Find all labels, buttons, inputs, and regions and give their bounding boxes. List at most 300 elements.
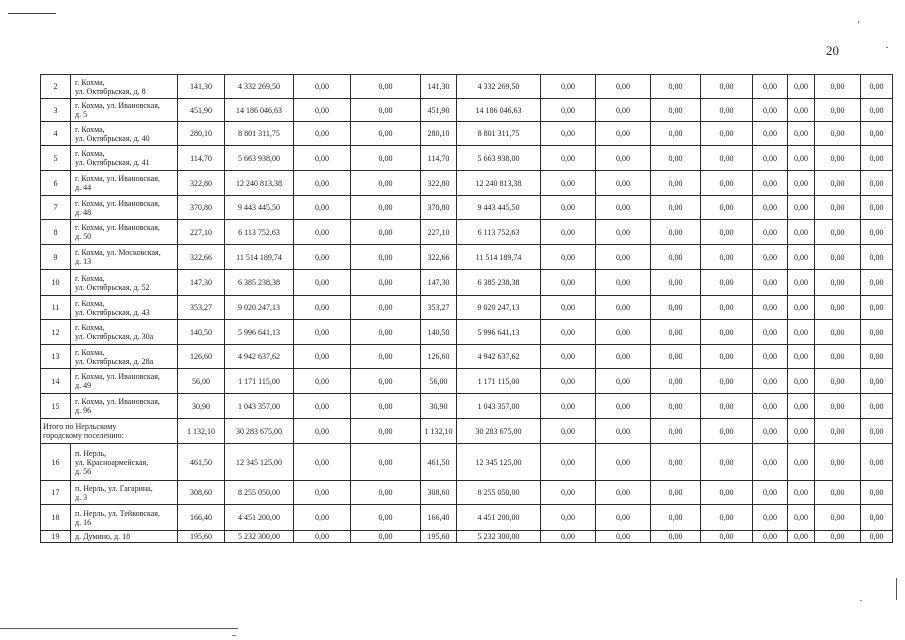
value-cell: 0,00 (351, 320, 421, 345)
address-line: ул. Октябрьская, д. 28а (75, 356, 154, 366)
value-cell: 0,00 (753, 75, 788, 99)
table-row (41, 99, 893, 122)
value-cell: 0,00 (815, 444, 861, 481)
value-cell: 461,50 (421, 444, 457, 481)
value-cell: 0,00 (651, 75, 701, 99)
value-cell: 0,00 (596, 320, 651, 345)
address-line: д. 3 (75, 492, 88, 502)
table-body (41, 75, 893, 543)
value-cell: 322,80 (421, 171, 457, 196)
value-cell: 140,50 (421, 320, 457, 345)
value-cell: 0,00 (351, 146, 421, 171)
value-cell: 451,90 (178, 99, 225, 122)
value-cell: 0,00 (861, 245, 893, 270)
address-cell (71, 75, 178, 99)
value-cell: 0,00 (541, 75, 596, 99)
value-cell: 0,00 (294, 419, 351, 444)
value-cell: 0,00 (861, 75, 893, 99)
value-cell: 11 514 189,74 (225, 245, 294, 270)
address-line: д. 56 (75, 466, 92, 476)
address-line: г. Кохма, (75, 77, 105, 87)
address-line: г. Кохма, ул. Ивановская, (75, 174, 160, 183)
value-cell: 0,00 (788, 394, 815, 419)
address-line: г. Кохма, (75, 298, 105, 308)
value-cell: 353,27 (421, 296, 457, 320)
address-line: д. 5 (75, 110, 88, 119)
buildings-table (40, 74, 893, 543)
value-cell: 0,00 (651, 196, 701, 220)
value-cell: 0,00 (651, 444, 701, 481)
table-row (41, 196, 893, 220)
table-row (41, 146, 893, 171)
address-line: ул. Октябрьская, д. 43 (75, 307, 150, 317)
value-cell: 0,00 (861, 419, 893, 444)
row-number-cell: 14 (41, 369, 71, 394)
value-cell: 0,00 (861, 444, 893, 481)
value-cell: 0,00 (596, 196, 651, 220)
table-row (41, 444, 893, 481)
value-cell: 0,00 (596, 99, 651, 122)
address-cell (71, 296, 178, 320)
row-number-cell: 5 (41, 146, 71, 171)
value-cell: 0,00 (651, 245, 701, 270)
value-cell: 0,00 (294, 531, 351, 543)
value-cell: 0,00 (541, 99, 596, 122)
value-cell: 0,00 (541, 245, 596, 270)
value-cell: 0,00 (753, 296, 788, 320)
value-cell: 0,00 (651, 394, 701, 419)
value-cell: 0,00 (861, 270, 893, 296)
table-row (41, 296, 893, 320)
address-line: г. Кохма, ул. Московская, (75, 248, 161, 257)
page-number: 20 (826, 43, 839, 58)
value-cell: 1 132,10 (421, 419, 457, 444)
value-cell: 0,00 (788, 171, 815, 196)
value-cell: 0,00 (351, 75, 421, 99)
row-number-cell: 19 (41, 531, 71, 543)
value-cell: 0,00 (753, 171, 788, 196)
value-cell: 0,00 (815, 99, 861, 122)
value-cell: 0,00 (294, 270, 351, 296)
value-cell: 0,00 (541, 444, 596, 481)
subtotal-label-cell (41, 419, 178, 444)
value-cell: 0,00 (541, 296, 596, 320)
address-cell (71, 99, 178, 122)
table-row (41, 320, 893, 345)
value-cell: 0,00 (596, 345, 651, 369)
value-cell: 0,00 (815, 245, 861, 270)
value-cell: 0,00 (815, 171, 861, 196)
address-line: д. Думино, д. 18 (75, 532, 131, 541)
value-cell: 0,00 (701, 320, 753, 345)
value-cell: 0,00 (861, 122, 893, 146)
value-cell: 0,00 (541, 531, 596, 543)
value-cell: 0,00 (651, 296, 701, 320)
address-line: д. 13 (75, 257, 92, 266)
value-cell: 0,00 (596, 531, 651, 543)
value-cell: 0,00 (541, 345, 596, 369)
value-cell: 0,00 (351, 196, 421, 220)
value-cell: 0,00 (815, 146, 861, 171)
value-cell: 114,70 (421, 146, 457, 171)
value-cell: 0,00 (541, 481, 596, 505)
value-cell: 0,00 (753, 531, 788, 543)
value-cell: 0,00 (294, 171, 351, 196)
address-cell (71, 345, 178, 369)
value-cell: 0,00 (294, 122, 351, 146)
value-cell: 0,00 (701, 444, 753, 481)
value-cell: 8 255 050,00 (225, 481, 294, 505)
value-cell: 0,00 (651, 171, 701, 196)
subtotal-row (41, 419, 893, 444)
value-cell: 0,00 (541, 419, 596, 444)
value-cell: 0,00 (753, 481, 788, 505)
value-cell: 0,00 (753, 99, 788, 122)
value-cell: 0,00 (351, 270, 421, 296)
value-cell: 0,00 (351, 296, 421, 320)
value-cell: 0,00 (788, 296, 815, 320)
address-line: ул. Октябрьская, д. 52 (75, 282, 150, 292)
value-cell: 280,10 (421, 122, 457, 146)
row-number-cell: 7 (41, 196, 71, 220)
address-cell (71, 394, 178, 419)
value-cell: 1 171 115,00 (457, 369, 541, 394)
value-cell: 30,90 (421, 394, 457, 419)
value-cell: 0,00 (294, 245, 351, 270)
table-row (41, 531, 893, 543)
value-cell: 4 942 637,62 (225, 345, 294, 369)
value-cell: 0,00 (788, 345, 815, 369)
value-cell: 0,00 (541, 320, 596, 345)
value-cell: 0,00 (753, 245, 788, 270)
address-cell (71, 270, 178, 296)
value-cell: 0,00 (701, 296, 753, 320)
value-cell: 322,80 (178, 171, 225, 196)
value-cell: 0,00 (861, 369, 893, 394)
value-cell: 0,00 (596, 220, 651, 245)
value-cell: 8 255 050,00 (457, 481, 541, 505)
address-cell (71, 481, 178, 505)
value-cell: 140,50 (178, 320, 225, 345)
value-cell: 126,60 (421, 345, 457, 369)
value-cell: 0,00 (541, 171, 596, 196)
address-line: д. 48 (75, 207, 92, 217)
value-cell: 0,00 (596, 270, 651, 296)
value-cell: 0,00 (753, 270, 788, 296)
scan-edge-line-bottom (0, 628, 238, 629)
value-cell: 0,00 (815, 270, 861, 296)
value-cell: 0,00 (351, 122, 421, 146)
value-cell: 0,00 (596, 481, 651, 505)
value-cell: 0,00 (651, 99, 701, 122)
value-cell: 166,40 (178, 505, 225, 531)
value-cell: 0,00 (701, 505, 753, 531)
value-cell: 9 443 445,50 (457, 196, 541, 220)
value-cell: 0,00 (596, 419, 651, 444)
value-cell: 0,00 (815, 196, 861, 220)
value-cell: 0,00 (596, 505, 651, 531)
address-line: ул. Октябрьская, д. 41 (75, 158, 150, 167)
row-number-cell: 15 (41, 394, 71, 419)
value-cell: 353,27 (178, 296, 225, 320)
value-cell: 6 385 238,38 (225, 270, 294, 296)
table-row (41, 122, 893, 146)
value-cell: 0,00 (788, 99, 815, 122)
value-cell: 0,00 (815, 531, 861, 543)
value-cell: 0,00 (351, 444, 421, 481)
value-cell: 0,00 (701, 122, 753, 146)
address-line: ул. Октябрьская, д. 40 (75, 133, 150, 143)
address-line: ул. Красноармейская, (75, 457, 149, 467)
row-number-cell: 11 (41, 296, 71, 320)
value-cell: 0,00 (815, 122, 861, 146)
row-number-cell: 13 (41, 345, 71, 369)
row-number-cell: 3 (41, 99, 71, 122)
value-cell: 1 043 357,00 (225, 394, 294, 419)
value-cell: 0,00 (596, 369, 651, 394)
value-cell: 0,00 (861, 146, 893, 171)
address-cell (71, 531, 178, 543)
value-cell: 0,00 (753, 444, 788, 481)
value-cell: 141,30 (178, 75, 225, 99)
value-cell: 0,00 (351, 220, 421, 245)
value-cell: 0,00 (701, 75, 753, 99)
value-cell: 56,00 (178, 369, 225, 394)
value-cell: 322,66 (421, 245, 457, 270)
value-cell: 308,60 (178, 481, 225, 505)
value-cell: 1 043 357,00 (457, 394, 541, 419)
value-cell: 461,50 (178, 444, 225, 481)
value-cell: 0,00 (294, 196, 351, 220)
address-line: ул. Октябрьская, д. 8 (75, 86, 146, 96)
value-cell: 0,00 (815, 345, 861, 369)
value-cell: 0,00 (701, 99, 753, 122)
value-cell: 0,00 (815, 296, 861, 320)
value-cell: 0,00 (351, 245, 421, 270)
value-cell: 147,30 (421, 270, 457, 296)
value-cell: 0,00 (596, 122, 651, 146)
value-cell: 0,00 (861, 220, 893, 245)
value-cell: 0,00 (815, 320, 861, 345)
value-cell: 0,00 (861, 394, 893, 419)
value-cell: 0,00 (701, 419, 753, 444)
value-cell: 0,00 (815, 481, 861, 505)
address-line: г. Кохма, ул. Ивановская, (75, 101, 160, 110)
value-cell: 0,00 (294, 220, 351, 245)
value-cell: 451,90 (421, 99, 457, 122)
address-line: г. Кохма, (75, 273, 105, 283)
address-cell (71, 369, 178, 394)
value-cell: 166,40 (421, 505, 457, 531)
value-cell: 0,00 (651, 481, 701, 505)
row-number-cell: 4 (41, 122, 71, 146)
value-cell: 0,00 (596, 75, 651, 99)
address-cell (71, 220, 178, 245)
value-cell: 0,00 (788, 245, 815, 270)
value-cell: 6 385 238,38 (457, 270, 541, 296)
address-cell (71, 245, 178, 270)
value-cell: 0,00 (753, 369, 788, 394)
address-line: г. Кохма, ул. Ивановская, (75, 397, 160, 406)
value-cell: 0,00 (861, 531, 893, 543)
value-cell: 5 663 938,00 (457, 146, 541, 171)
row-number-cell: 16 (41, 444, 71, 481)
scan-edge-mark-right (896, 578, 897, 600)
value-cell: 11 514 189,74 (457, 245, 541, 270)
value-cell: 0,00 (753, 122, 788, 146)
value-cell: 322,66 (178, 245, 225, 270)
value-cell: 0,00 (815, 419, 861, 444)
value-cell: 12 240 813,38 (225, 171, 294, 196)
scan-speck (232, 635, 236, 636)
value-cell: 0,00 (651, 122, 701, 146)
value-cell: 0,00 (541, 220, 596, 245)
value-cell: 0,00 (815, 369, 861, 394)
value-cell: 141,30 (421, 75, 457, 99)
value-cell: 4 332 269,50 (225, 75, 294, 99)
value-cell: 0,00 (701, 531, 753, 543)
table-row (41, 481, 893, 505)
subtotal-label-line: городскому поселению: (43, 431, 124, 440)
value-cell: 0,00 (815, 394, 861, 419)
row-number-cell: 9 (41, 245, 71, 270)
value-cell: 5 663 938,00 (225, 146, 294, 171)
address-line: п. Нерль, (75, 448, 107, 458)
value-cell: 5 232 300,00 (225, 531, 294, 543)
value-cell: 0,00 (861, 99, 893, 122)
value-cell: 0,00 (788, 220, 815, 245)
value-cell: 0,00 (753, 394, 788, 419)
table-row (41, 505, 893, 531)
value-cell: 8 801 311,75 (225, 122, 294, 146)
value-cell: 370,80 (178, 196, 225, 220)
value-cell: 0,00 (651, 146, 701, 171)
value-cell: 0,00 (541, 196, 596, 220)
value-cell: 0,00 (596, 296, 651, 320)
address-cell (71, 122, 178, 146)
value-cell: 0,00 (701, 196, 753, 220)
value-cell: 0,00 (651, 419, 701, 444)
value-cell: 4 451 200,00 (457, 505, 541, 531)
value-cell: 0,00 (651, 369, 701, 394)
value-cell: 0,00 (753, 220, 788, 245)
row-number-cell: 8 (41, 220, 71, 245)
value-cell: 195,60 (178, 531, 225, 543)
value-cell: 0,00 (788, 481, 815, 505)
value-cell: 5 232 300,00 (457, 531, 541, 543)
value-cell: 12 345 125,00 (225, 444, 294, 481)
row-number-cell: 6 (41, 171, 71, 196)
value-cell: 5 996 641,13 (225, 320, 294, 345)
value-cell: 0,00 (294, 481, 351, 505)
value-cell: 4 942 637,62 (457, 345, 541, 369)
address-line: г. Кохма, (75, 347, 105, 357)
value-cell: 0,00 (788, 419, 815, 444)
value-cell: 0,00 (753, 345, 788, 369)
address-line: д. 96 (75, 406, 92, 415)
value-cell: 0,00 (294, 146, 351, 171)
value-cell: 227,10 (421, 220, 457, 245)
row-number-cell: 17 (41, 481, 71, 505)
value-cell: 0,00 (753, 146, 788, 171)
table-row (41, 75, 893, 99)
address-cell (71, 444, 178, 481)
value-cell: 0,00 (294, 345, 351, 369)
value-cell: 0,00 (541, 270, 596, 296)
value-cell: 0,00 (788, 320, 815, 345)
value-cell: 0,00 (541, 394, 596, 419)
value-cell: 30 283 675,00 (457, 419, 541, 444)
address-line: г. Кохма, ул. Ивановская, (75, 198, 160, 208)
address-line: ул. Октябрьская, д. 30а (75, 332, 154, 341)
address-line: г. Кохма, ул. Ивановская, (75, 372, 160, 381)
value-cell: 0,00 (541, 122, 596, 146)
scan-speck (886, 47, 888, 48)
scan-speck (858, 21, 859, 23)
value-cell: 12 240 813,38 (457, 171, 541, 196)
value-cell: 12 345 125,00 (457, 444, 541, 481)
subtotal-label-line: Итого по Нерльскому (43, 422, 117, 431)
value-cell: 0,00 (788, 75, 815, 99)
value-cell: 0,00 (861, 320, 893, 345)
scan-edge-line-top (8, 13, 56, 14)
value-cell: 0,00 (701, 270, 753, 296)
value-cell: 0,00 (651, 531, 701, 543)
value-cell: 0,00 (294, 444, 351, 481)
value-cell: 0,00 (294, 394, 351, 419)
value-cell: 6 113 752,63 (225, 220, 294, 245)
value-cell: 0,00 (753, 419, 788, 444)
value-cell: 126,60 (178, 345, 225, 369)
address-cell (71, 171, 178, 196)
value-cell: 0,00 (294, 369, 351, 394)
value-cell: 4 332 269,50 (457, 75, 541, 99)
value-cell: 0,00 (651, 505, 701, 531)
value-cell: 0,00 (861, 481, 893, 505)
value-cell: 0,00 (788, 531, 815, 543)
table-row (41, 270, 893, 296)
value-cell: 0,00 (294, 505, 351, 531)
value-cell: 0,00 (351, 481, 421, 505)
value-cell: 0,00 (351, 505, 421, 531)
value-cell: 0,00 (788, 444, 815, 481)
value-cell: 0,00 (815, 505, 861, 531)
value-cell: 0,00 (701, 245, 753, 270)
row-number-cell: 12 (41, 320, 71, 345)
row-number-cell: 10 (41, 270, 71, 296)
value-cell: 0,00 (701, 369, 753, 394)
value-cell: 9 020 247,13 (225, 296, 294, 320)
value-cell: 5 996 641,13 (457, 320, 541, 345)
value-cell: 1 132,10 (178, 419, 225, 444)
value-cell: 0,00 (753, 505, 788, 531)
value-cell: 0,00 (651, 220, 701, 245)
value-cell: 56,00 (421, 369, 457, 394)
address-cell (71, 320, 178, 345)
value-cell: 4 451 200,00 (225, 505, 294, 531)
address-line: г. Кохма, (75, 124, 105, 134)
value-cell: 0,00 (701, 345, 753, 369)
value-cell: 0,00 (351, 171, 421, 196)
row-number-cell: 2 (41, 75, 71, 99)
value-cell: 0,00 (861, 505, 893, 531)
value-cell: 147,30 (178, 270, 225, 296)
value-cell: 0,00 (701, 171, 753, 196)
address-line: п. Нерль, ул. Тейковская, (75, 508, 160, 518)
value-cell: 0,00 (596, 171, 651, 196)
value-cell: 9 020 247,13 (457, 296, 541, 320)
address-cell (71, 505, 178, 531)
